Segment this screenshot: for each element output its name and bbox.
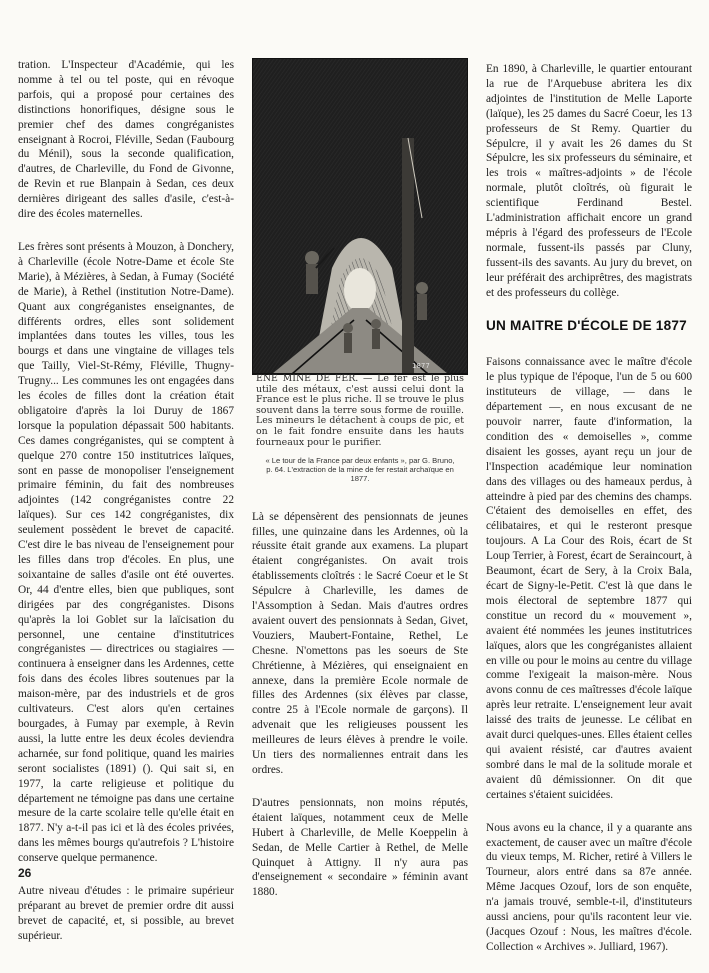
paragraph: tration. L'Inspecteur d'Académie, qui les nomme à tel ou tel poste, qui en révoque parfois, qui a proposé pour certaines des distinctions honorifiques, désigne sous le premier chef des dames congréganistes enseignant à Rocroi, Fléville, Sedan (Faubourg du Ménil), sous la seconde qualification, d'autres, de Charleville, du Fond de Givonne, de Revin et rue Blanpain à Sedan, ces deux dernières dirigeant des salles d'asile, c'est-à-dire des écoles maternelles.	[18, 59, 234, 221]
paragraph: Faisons connaissance avec le maître d'école le plus typique de l'époque, l'un de 5 ou 600 instituteurs de village, — dans le département —, en nous excusant de ne pouvoir narrer, faute d'information, la condition des « demoiselles », comme disaient les gosses, ayant reçu un jour de l'Inspection académique leur nomination dans des villages ou des hameaux perdus, à atteindre à pied par des chemins des champs. C'étaient des demoiselles en effet, des célibataires, et qui le resteront presque toujours. A La Cour des Rois, écart de St Loup Terrier, à Forest, écart de Seraincourt, à Beaumont, écart de Sery, à la Croix Bala, écart de Signy-le-Petit. C'est là que dans le mois électoral de septembre 1877 qui constitue un record du « mouvement », avaient été nommées les jeunes institutrices laïques, alors que les congréganistes allaient en ville ou pour le moins au centre du village comme l'exigeait la maison-mère. Nous avons connu de ces maîtresses d'école laïque après leur retraite. L'enseignement leur avait laissé des traits de jeunesse. Le célibat en avait durci quelques-unes. Elles étaient celles qui avaient résisté, car d'autres avaient sombré dans le mal de la solitude morale et avaient dû démissionner. On dit que certaines s'étaient suicidées.	[486, 356, 692, 801]
paragraph: Là se dépensèrent des pensionnats de jeunes filles, une quinzaine dans les Ardennes, où la réussite était grande aux examens. La plupart étaient congréganistes. On avait trois établissements cloîtrés : le Sacré Coeur et le St Sépulcre à Charleville, les dames de l'Assomption à Sedan. Mais d'autres ordres avaient ouvert des pensionnats à Sedan, Givet, Vouziers, Maubert-Fontaine, Rethel, Le Chesne. N'omettons pas les soeurs de Ste Chrétienne, à Mézières, qui enseignaient en annexe, dans la première Ecole normale de filles des Ardennes (six élèves par classe, contre 25 à l'Ecole normale de garçons). Il advenait que les religieuses poussent les meilleures de leurs élèves à prendre le voile. Un tiers des normaliennes entrait dans les ordres.	[252, 510, 468, 777]
page-number: 26	[18, 866, 32, 880]
section-heading: UN MAITRE D'ÉCOLE DE 1877	[486, 317, 687, 333]
paragraph: Autre niveau d'études : le primaire supérieur préparant au brevet de premier ordre dit aussi brevet de capacité, et, si possible, au brevet supérieur.	[18, 885, 234, 942]
column-right	[486, 62, 692, 973]
iron-mine-engraving	[252, 58, 468, 383]
column-left	[18, 58, 234, 962]
figure-caption: « Le tour de la France par deux enfants », par G. Bruno, p. 64. L'extraction de la mine de fer restait archaïque en 1877.	[265, 456, 455, 484]
mine-engraving-figure	[252, 58, 468, 448]
column-middle	[252, 58, 468, 918]
engraving-legend: ENE MINE DE FER. — Le fer est le plus utile des métaux, c'est aussi celui dont la France est le plus riche. Il se trouve le plus souvent dans la terre sous forme de rouille. Les mineurs le détachent à coups de pic, et on le fait fondre ensuite dans les hauts fourneaux pour le purifier.	[256, 373, 464, 448]
engraving-date: 1877	[412, 362, 430, 370]
paragraph: D'autres pensionnats, non moins réputés, étaient laïques, notamment ceux de Melle Hubert à Charleville, de Melle Koeppelin à Sedan, de Melle Cartier à Rethel, de Melle Quinquet à Attigny. Il n'y aura pas d'enseignement « secondaire » féminin avant 1880.	[252, 796, 468, 899]
paragraph: Nous avons eu la chance, il y a quarante ans exactement, de causer avec un maître d'école du vieux temps, M. Richer, retiré à Villers le Tourneur, alors entré dans sa 87e année. Même Jacques Ozouf, lors de son enquête, n'a jamais trouvé, semble-t-il, d'instituteurs aussi anciens, pour qu'ils racontent leur vie. (Jacques Ozouf : Nous, les maîtres d'école. Collection « Archives ». Julliard, 1967).	[486, 821, 692, 953]
paragraph: En 1890, à Charleville, le quartier entourant la rue de l'Arquebuse abritera les dix adjointes de l'institution de Melle Laporte (laïque), les 25 dames du Sacré Coeur, les 13 professeurs de St Remy. Quartier du Sépulcre, il y avait les 26 dames du St Sépulcre, les six professeurs du séminaire, et les trois « maîtres-adjoints » de l'école normale, plutôt cloîtrés, où figurait le scientifique Ferdinand Bestel. L'administration affichait encore un grand mépris à l'égard des professeurs de l'Ecole normale, fussent-ils passés par Cluny, fussent-ils des savants. Au jury du brevet, on leur préférait des archiprêtres, des magistrats et des professeurs du collège.	[486, 63, 692, 299]
paragraph: Les frères sont présents à Mouzon, à Donchery, à Charleville (école Notre-Dame et école Ste Marie), à Mézières, à Sedan, à Fumay (Société de Marie), à Rethel (institution Notre-Dame). Quant aux congréganistes enseignantes, de différents ordres, elles sont solidement implantées dans toutes les villes, tous les bourgs et dans une vingtaine de villages tels que Tailly, Viel-St-Rémy, Fléville, Thugny-Trugny... Les communes les ont engagées dans les écoles de filles dont la création était obligatoire d'après la loi Duruy de 1867 lorsque la population dépassait 500 habitants. Ces dames congréganistes, qui se comptent à quelque 270 contre 150 institutrices laïques, sont en passe de monopoliser l'enseignement primaire féminin, du fait des nombreuses adjointes (142 congréganistes contre 22 laïques). Sur ces 142 congréganistes, dix seulement possèdent le brevet de capacité. C'est dire le bas niveau de l'enseignement pour les filles dans trop d'écoles. En plus, une soixantaine de salles d'asile ont été ouvertes. Or, 44 d'entre elles, bien que publiques, sont dirigées par des congréganistes. Disons qu'après la loi Goblet sur la laïcisation du personnel, une centaine d'institutrices congréganistes — directrices ou stagiaires — continuera à enseigner dans les Ardennes, cette fois dans des écoles libres soutenues par la maison-mère, par des industriels et de gros cultivateurs. C'est alors qu'en certaines bourgades, à Fumay par exemple, à Revin aussi, la lutte entre les deux écoles deviendra acharnée, sur fond politique, quand les mairies seront socialistes (1891) (). Qui sait si, en 1977, la carte religieuse et politique du département ne témoigne pas dans une certaine mesure de la carte scolaire telle qu'elle était en 1877. N'y a-t-il pas ici et là des écoles privées, dans les mêmes bourgs qu'autrefois ? L'histoire conserve quelque permanence.	[18, 240, 234, 865]
